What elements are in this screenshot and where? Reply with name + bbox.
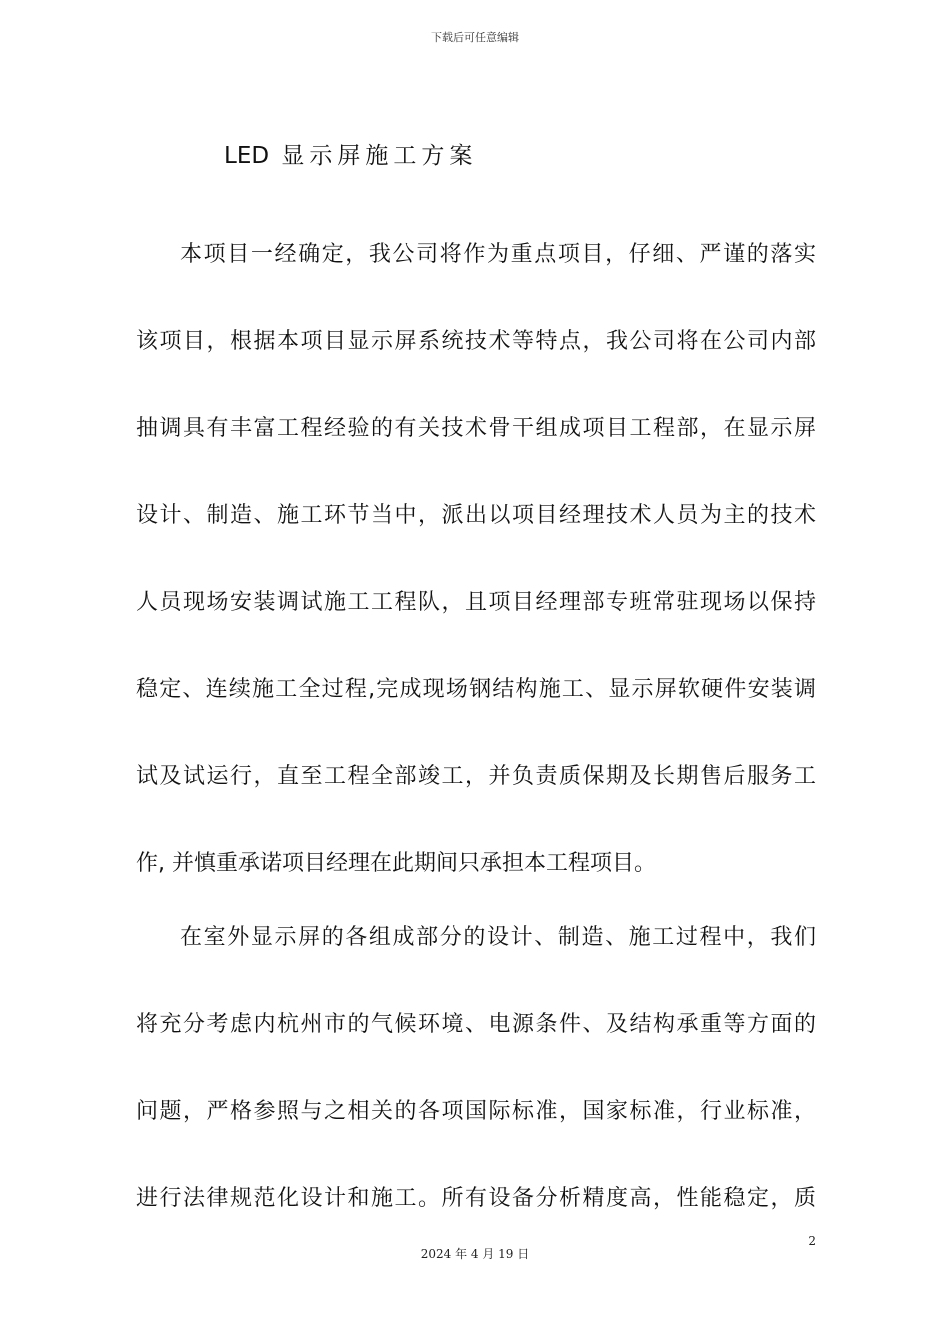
paragraph-line: 在室外显示屏的各组成部分的设计、制造、施工过程中，我们 [180,925,816,950]
paragraph-line: 抽调具有丰富工程经验的有关技术骨干组成项目工程部，在显示屏 [136,416,816,441]
footer-date: 2024 年 4 月 19 日 [420,1247,530,1261]
document-title [224,140,477,172]
paragraph-line: 作, 并慎重承诺项目经理在此期间只承担本工程项目。 [136,851,656,876]
paragraph-line: 该项目，根据本项目显示屏系统技术等特点，我公司将在公司内部 [136,329,816,354]
paragraph-line: 进行法律规范化设计和施工。所有设备分析精度高，性能稳定，质 [136,1186,816,1211]
paragraph-line: 将充分考虑内杭州市的气候环境、电源条件、及结构承重等方面的 [136,1012,816,1037]
document-title-text: 显示屏施工方案 [281,143,478,169]
paragraph-line: 试及试运行，直至工程全部竣工，并负责质保期及长期售后服务工 [136,764,816,789]
paragraph-line: 设计、制造、施工环节当中，派出以项目经理技术人员为主的技术 [136,503,816,528]
header-note: 下载后可任意编辑 [431,31,519,44]
document-title-prefix: LED [224,143,270,169]
paragraph-line: 问题，严格参照与之相关的各项国际标准，国家标准，行业标准， [136,1099,816,1124]
paragraph-line: 人员现场安装调试施工工程队，且项目经理部专班常驻现场以保持 [136,590,816,615]
paragraph-line: 稳定、连续施工全过程,完成现场钢结构施工、显示屏软硬件安装调 [136,677,816,702]
paragraph-line: 本项目一经确定，我公司将作为重点项目，仔细、严谨的落实 [180,242,816,267]
page-number: 2 [808,1234,816,1248]
